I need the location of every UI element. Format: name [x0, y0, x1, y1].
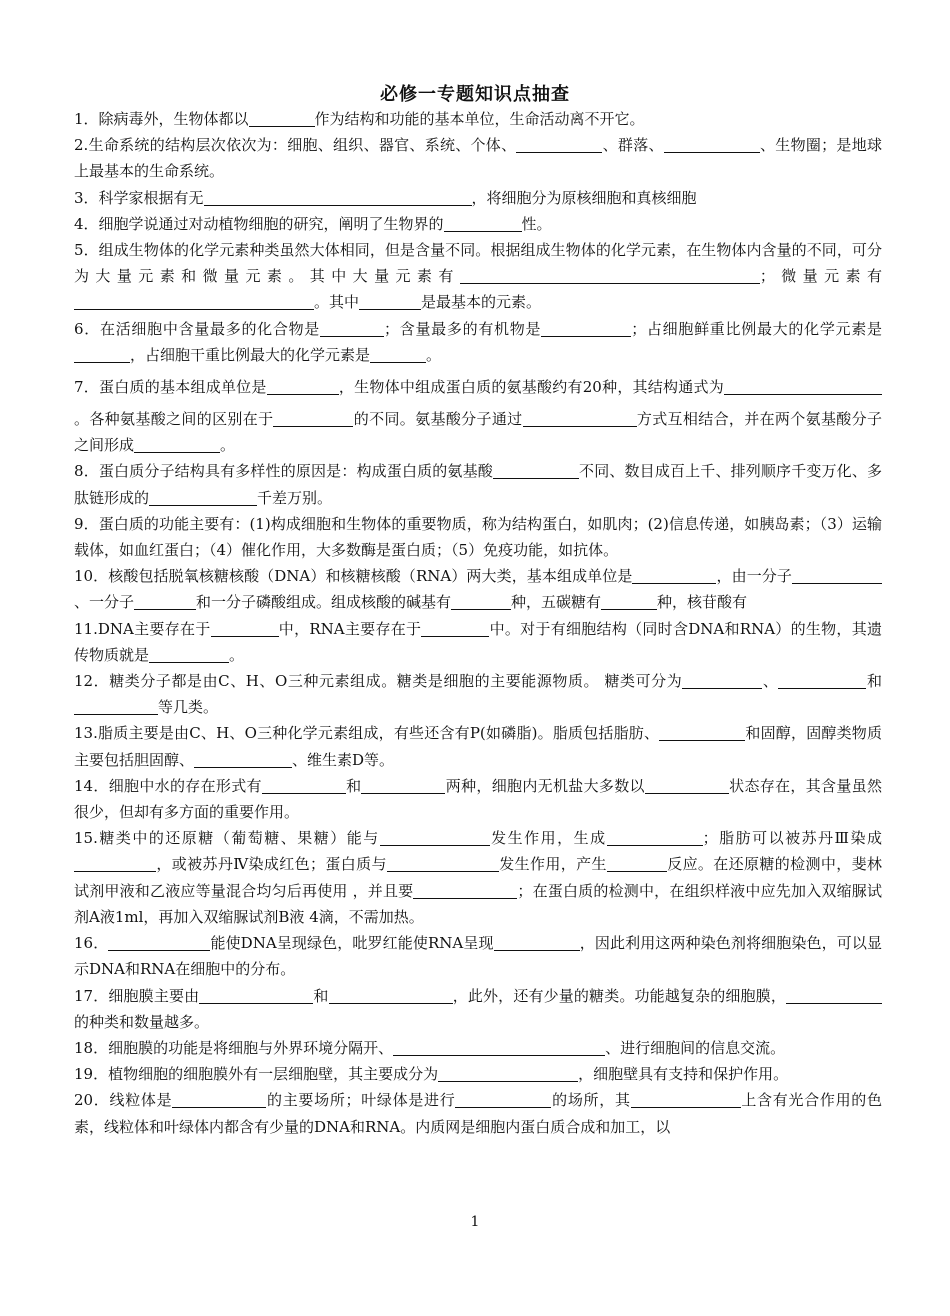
- question-text: ；在蛋白质的检测中，在组织样液中应先加入双缩脲试剂A液1ml，再加入双缩脲试剂B液 4滴，不需加热。: [74, 881, 882, 926]
- answer-blank[interactable]: [792, 565, 882, 584]
- question-list: [74, 106, 882, 1140]
- question-text: ，由一分子: [716, 567, 792, 586]
- answer-blank[interactable]: [262, 775, 346, 794]
- question-text: 19．植物细胞的细胞膜外有一层细胞壁，其主要成分为: [74, 1065, 439, 1084]
- question-text: ；脂肪可以被苏丹Ⅲ染成: [702, 829, 882, 848]
- question-text: 4．细胞学说通过对动植物细胞的研究，阐明了生物界的: [74, 214, 444, 233]
- answer-blank[interactable]: [786, 985, 882, 1004]
- answer-blank[interactable]: [199, 985, 313, 1004]
- question-text: 9．蛋白质的功能主要有：(1)构成细胞和生物体的重要物质，称为结构蛋白，如肌肉；(2)信息传递，如胰岛素；（3）运输载体，如血红蛋白；（4）催化作用，大多数酶是蛋白质；（5）免疫功能，如抗体。: [74, 514, 882, 560]
- question-text: 性。: [521, 214, 552, 233]
- answer-blank[interactable]: [149, 644, 229, 663]
- question-item: [74, 773, 882, 825]
- answer-blank[interactable]: [494, 932, 580, 951]
- answer-blank[interactable]: [444, 213, 522, 232]
- question-text: 8．蛋白质分子结构具有多样性的原因是：构成蛋白质的氨基酸: [74, 462, 493, 481]
- question-text: 状态存在，其含量虽然很少，但却有多方面的重要作用。: [74, 776, 882, 822]
- question-text: 和一分子磷酸组成。组成核酸的碱基有: [196, 593, 452, 612]
- answer-blank[interactable]: [778, 670, 866, 689]
- question-text: 反应。在还原糖的检测中，斐林试剂甲液和乙液应等量混合均匀后再使用 ，并且要: [74, 855, 882, 900]
- question-text: 10．核酸包括脱氧核糖核酸（DNA）和核糖核酸（RNA）两大类，基本组成单位是: [74, 567, 633, 586]
- question-text: 的种类和数量越多。: [74, 1012, 210, 1031]
- question-text: 、进行细胞间的信息交流。: [605, 1038, 786, 1057]
- question-text: 能使DNA呈现绿色，吡罗红能使RNA呈现: [210, 934, 494, 953]
- answer-blank[interactable]: [320, 318, 384, 337]
- question-text: 2.生命系统的结构层次依次为：细胞、组织、器官、系统、个体、: [74, 136, 517, 155]
- answer-blank[interactable]: [541, 318, 631, 337]
- answer-blank[interactable]: [267, 376, 339, 395]
- question-text: 的场所，其: [551, 1091, 631, 1110]
- question-text: 和固醇，固醇类物质主要包括胆固醇、: [74, 724, 882, 769]
- answer-blank[interactable]: [601, 591, 657, 610]
- question-item: [74, 511, 882, 563]
- question-text: 的不同。氨基酸分子通过: [353, 410, 523, 429]
- question-text: 5．组成生物体的化学元素种类虽然大体相同，但是含量不同。根据组成生物体的化学元素，在生物体内含量的不同，可分为大量元素和微量元素。其中大量元素有: [74, 241, 882, 286]
- answer-blank[interactable]: [632, 565, 716, 584]
- question-item: [74, 211, 882, 237]
- answer-blank[interactable]: [361, 775, 445, 794]
- answer-blank[interactable]: [631, 1089, 741, 1108]
- question-text: 发生作用，生成: [489, 829, 607, 848]
- question-item: [74, 1061, 882, 1087]
- answer-blank[interactable]: [329, 985, 453, 1004]
- answer-blank[interactable]: [249, 108, 315, 127]
- question-text: 种，核苷酸有: [657, 593, 748, 612]
- question-text: 上含有光合作用的色素，线粒体和叶绿体内都含有少量的DNA和RNA。内质网是细胞内蛋白质合成和加工，以: [74, 1091, 882, 1136]
- question-text: 是最基本的元素。: [421, 293, 542, 312]
- answer-blank[interactable]: [413, 880, 517, 899]
- answer-blank[interactable]: [724, 376, 882, 395]
- question-text: 种，五碳糖有: [511, 593, 602, 612]
- answer-blank[interactable]: [393, 1037, 605, 1056]
- question-text: ，此外，还有少量的糖类。功能越复杂的细胞膜，: [452, 986, 786, 1005]
- question-text: 中。对于有细胞结构（同时含DNA和RNA）的生物，其遗传物质就是: [74, 619, 882, 664]
- answer-blank[interactable]: [460, 265, 760, 284]
- answer-blank[interactable]: [682, 670, 762, 689]
- answer-blank[interactable]: [607, 853, 667, 872]
- question-text: 。各种氨基酸之间的区别在于: [74, 410, 274, 429]
- answer-blank[interactable]: [273, 408, 353, 427]
- question-text: 和: [866, 672, 882, 691]
- answer-blank[interactable]: [664, 134, 760, 153]
- question-text: 15.糖类中的还原糖（葡萄糖、果糖）能与: [74, 829, 380, 848]
- question-text: 方式互相结合，并在两个氨基酸分子之间形成: [74, 410, 882, 455]
- answer-blank[interactable]: [134, 591, 196, 610]
- question-text: 。: [220, 436, 236, 455]
- answer-blank[interactable]: [451, 591, 511, 610]
- answer-blank[interactable]: [659, 722, 745, 741]
- answer-blank[interactable]: [74, 696, 158, 715]
- answer-blank[interactable]: [645, 775, 729, 794]
- question-text: ，或被苏丹Ⅳ染成红色；蛋白质与: [156, 855, 387, 874]
- answer-blank[interactable]: [516, 134, 602, 153]
- answer-blank[interactable]: [134, 434, 220, 453]
- answer-blank[interactable]: [74, 344, 130, 363]
- page-title: 必修一专题知识点抽查: [380, 84, 570, 105]
- question-text: 6．在活细胞中含量最多的化合物是: [74, 319, 321, 338]
- question-item: [74, 368, 882, 458]
- question-text: 16．: [74, 934, 109, 953]
- question-text: 。: [426, 345, 442, 364]
- question-text: 17．细胞膜主要由: [74, 986, 200, 1005]
- question-item: [74, 316, 882, 368]
- question-text: 。: [229, 645, 245, 664]
- question-text: 7．蛋白质的基本组成单位是: [74, 378, 267, 397]
- question-text: 3．科学家根据有无: [74, 188, 204, 207]
- question-text: 和: [313, 986, 329, 1005]
- question-text: ；占细胞鲜重比例最大的化学元素是: [631, 319, 882, 338]
- question-text: 。其中: [314, 293, 360, 312]
- question-text: 20．线粒体是: [74, 1091, 173, 1110]
- question-item: [74, 132, 882, 184]
- question-item: [74, 185, 882, 211]
- question-item: [74, 825, 882, 930]
- question-item: [74, 668, 882, 720]
- answer-blank[interactable]: [370, 344, 426, 363]
- answer-blank[interactable]: [204, 187, 472, 206]
- question-text: ，占细胞干重比例最大的化学元素是: [130, 345, 371, 364]
- question-text: ；含量最多的有机物是: [384, 319, 542, 338]
- question-text: 等几类。: [158, 698, 219, 717]
- question-item: [74, 983, 882, 1035]
- question-item: [74, 563, 882, 615]
- question-text: 18．细胞膜的功能是将细胞与外界环境分隔开、: [74, 1038, 394, 1057]
- answer-blank[interactable]: [607, 827, 703, 846]
- question-text: 两种，细胞内无机盐大多数以: [445, 776, 645, 795]
- question-item: [74, 1087, 882, 1139]
- question-item: [74, 616, 882, 668]
- question-text: ；微量元素有: [759, 267, 882, 286]
- question-text: 14．细胞中水的存在形式有: [74, 776, 262, 795]
- answer-blank[interactable]: [211, 618, 279, 637]
- question-item: [74, 1035, 882, 1061]
- question-text: 和: [345, 776, 362, 795]
- question-item: [74, 237, 882, 316]
- question-text: 发生作用，产生: [498, 855, 607, 874]
- question-item: [74, 458, 882, 510]
- answer-blank[interactable]: [108, 932, 210, 951]
- question-text: 、群落、: [602, 136, 664, 155]
- question-text: 的主要场所；叶绿体是进行: [266, 1091, 456, 1110]
- answer-blank[interactable]: [194, 749, 292, 768]
- page-number: 1: [470, 1214, 480, 1230]
- answer-blank[interactable]: [74, 853, 156, 872]
- question-item: [74, 720, 882, 772]
- question-text: 、一分子: [74, 593, 135, 612]
- question-item: [74, 106, 882, 132]
- question-text: 不同、数目成百上千、排列顺序千变万化、多肽链形成的: [74, 462, 882, 507]
- answer-blank[interactable]: [74, 291, 314, 310]
- question-text: 、: [762, 672, 779, 691]
- answer-blank[interactable]: [421, 618, 489, 637]
- question-text: 1．除病毒外，生物体都以: [74, 110, 249, 128]
- question-text: ，细胞壁具有支持和保护作用。: [578, 1065, 789, 1084]
- question-text: 千差万别。: [257, 488, 333, 507]
- question-text: ，将细胞分为原核细胞和真核细胞: [471, 188, 697, 207]
- answer-blank[interactable]: [523, 408, 637, 427]
- question-text: 、维生素D等。: [292, 750, 395, 769]
- question-text: ，生物体中组成蛋白质的氨基酸约有20种，其结构通式为: [338, 378, 725, 397]
- question-text: 中，RNA主要存在于: [278, 619, 422, 638]
- question-text: ，因此利用这两种染色剂将细胞染色，可以显示DNA和RNA在细胞中的分布。: [74, 934, 882, 979]
- answer-blank[interactable]: [172, 1089, 266, 1108]
- question-text: 12．糖类分子都是由C、H、O三种元素组成。糖类是细胞的主要能源物质。 糖类可分为: [74, 672, 683, 691]
- answer-blank[interactable]: [493, 460, 579, 479]
- question-text: 、生物圈；是地球上最基本的生命系统。: [74, 136, 882, 181]
- question-text: 作为结构和功能的基本单位，生命活动离不开它。: [314, 110, 645, 128]
- answer-blank[interactable]: [380, 827, 490, 846]
- answer-blank[interactable]: [387, 853, 499, 872]
- answer-blank[interactable]: [438, 1063, 578, 1082]
- question-text: 11.DNA主要存在于: [74, 619, 211, 638]
- question-text: 13.脂质主要是由C、H、O三种化学元素组成，有些还含有P(如磷脂)。脂质包括脂肪、: [74, 724, 660, 743]
- answer-blank[interactable]: [455, 1089, 551, 1108]
- answer-blank[interactable]: [149, 487, 257, 506]
- question-item: [74, 930, 882, 982]
- answer-blank[interactable]: [359, 291, 421, 310]
